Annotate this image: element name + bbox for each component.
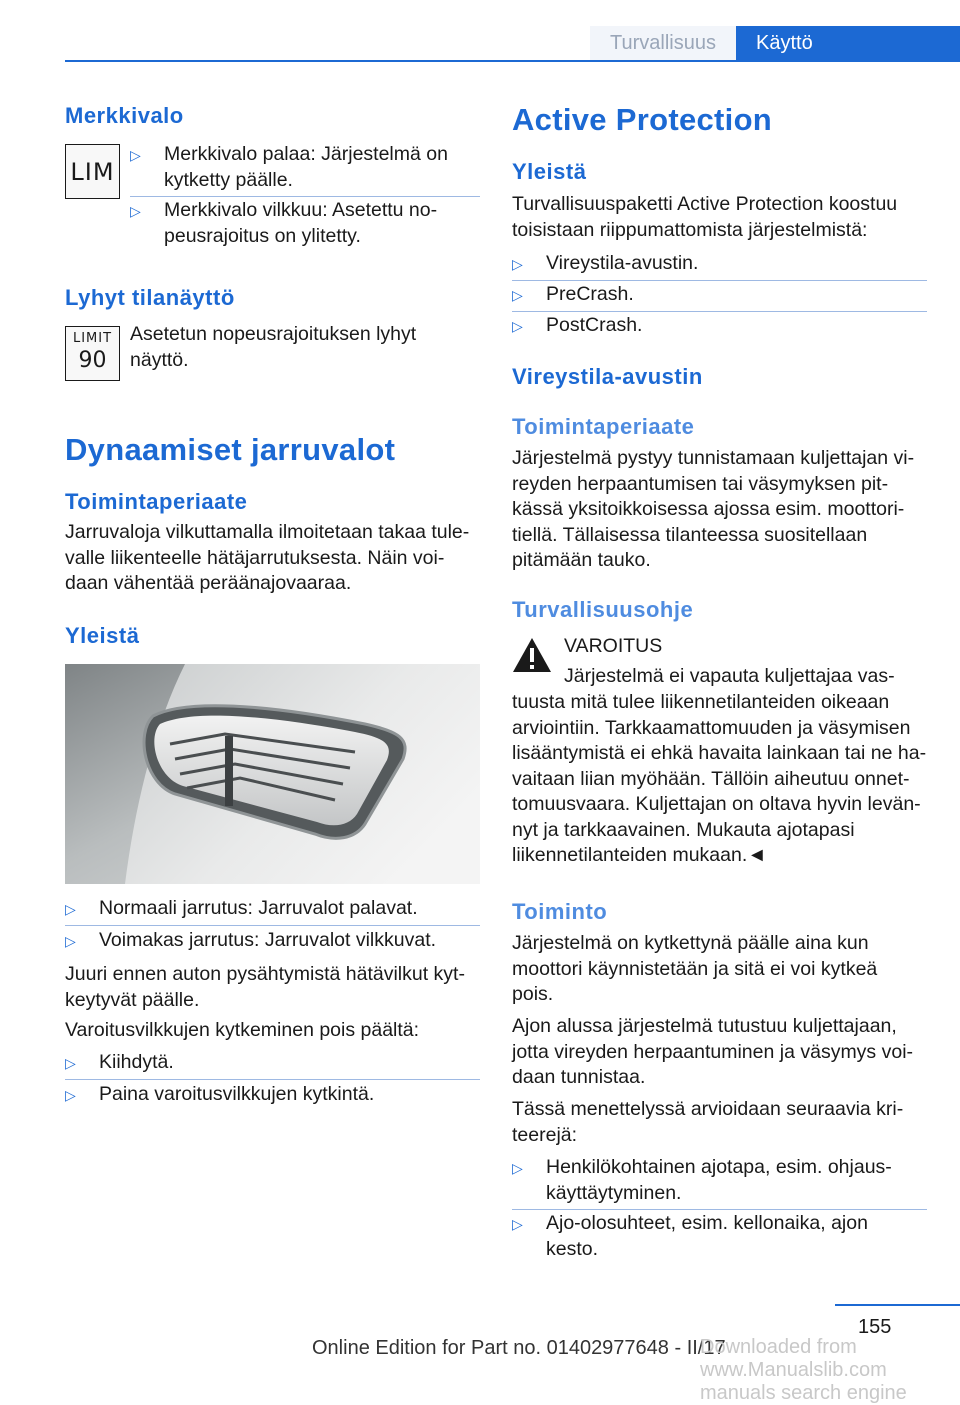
lim-indicator-icon	[65, 144, 120, 199]
triangle-bullet-icon: ▷	[65, 901, 76, 917]
criterion-2-line-1: Ajo-olosuhteet, esim. kellonaika, ajon	[546, 1212, 868, 1234]
triangle-bullet-icon: ▷	[65, 1055, 76, 1071]
triangle-bullet-icon: ▷	[512, 1216, 523, 1232]
warning-line-5: vaitaan liian myöhään. Tällöin aiheutuu onnet-	[512, 767, 910, 790]
hatavilkut-line-2: keytyvät päälle.	[65, 988, 200, 1011]
warning-line-7: nyt ja tarkkaavainen. Mukauta ajotapasi	[512, 818, 855, 841]
toimintaperiaate-heading-right: Toimintaperiaate	[512, 414, 695, 439]
list-item	[512, 1155, 927, 1206]
limit-90-icon	[65, 326, 120, 381]
yleista-heading-right: Yleistä	[512, 159, 587, 184]
varoitusvilkut-text: Varoitusvilkkujen kytkeminen pois päältä:	[65, 1019, 420, 1041]
vireys-line-2: reyden herpaantumisen tai väsymyksen pit-	[512, 472, 889, 495]
hazard-off-bullet-2: Paina varoitusvilkkujen kytkintä.	[99, 1083, 375, 1105]
yleista-heading-left: Yleistä	[65, 623, 140, 648]
tassa-line-2: teerejä:	[512, 1123, 578, 1146]
warning-line-8: liikennetilanteiden mukaan.◄	[512, 844, 767, 866]
vireys-line-5: pitämään tauko.	[512, 549, 651, 571]
triangle-bullet-icon: ▷	[512, 256, 523, 272]
page-header	[0, 26, 960, 62]
list-item	[130, 198, 480, 249]
warning-line-1: Järjestelmä ei vapauta kuljettajaa vas-	[564, 665, 895, 687]
warning-title: VAROITUS	[564, 635, 663, 657]
triangle-bullet-icon: ▷	[130, 203, 141, 219]
triangle-bullet-icon: ▷	[65, 933, 76, 949]
merkkivalo-bullet-1-line-1: Merkkivalo palaa: Järjestelmä on	[164, 143, 448, 165]
warning-triangle-icon	[512, 637, 552, 673]
footer-rule	[835, 1304, 960, 1306]
dyn-text-line-1: Jarruvaloja vilkuttamalla ilmoitetaan takaa tule-	[65, 521, 470, 543]
divider	[512, 311, 927, 312]
toiminto-heading: Toiminto	[512, 899, 608, 924]
dyn-text-line-3: daan vähentää peräänajovaaraa.	[65, 572, 352, 594]
triangle-bullet-icon: ▷	[512, 287, 523, 303]
dyn-text-line-2: valle liikenteelle hätäjarrutuksesta. Näin voi-	[65, 546, 445, 569]
merkkivalo-bullet-2-line-1: Merkkivalo vilkkuu: Asetettu no-	[164, 199, 438, 221]
triangle-bullet-icon: ▷	[512, 318, 523, 334]
triangle-bullet-icon: ▷	[65, 1087, 76, 1103]
triangle-bullet-icon: ▷	[130, 147, 141, 163]
system-item-3: PostCrash.	[546, 314, 643, 336]
divider	[130, 196, 480, 197]
warning-line-4: lisääntymistä ei ehkä havaita lainkaan tai ne ha-	[512, 742, 927, 764]
divider	[65, 925, 480, 926]
ap-yleista-line-1: Turvallisuuspaketti Active Protection koostuu	[512, 193, 898, 215]
hatavilkut-text	[65, 962, 480, 1013]
criterion-1-line-2: käyttäytyminen.	[546, 1181, 682, 1204]
divider	[512, 280, 927, 281]
warning-line-3: arviointiin. Tarkkaamattomuuden ja väsymisen	[512, 716, 911, 739]
lim-indicator-text: LIM	[70, 158, 115, 186]
warning-line-6: tomuusvaara. Kuljettajan on oltava hyvin levän-	[512, 793, 921, 815]
merkkivalo-heading: Merkkivalo	[65, 103, 184, 128]
lyhyt-text	[130, 322, 480, 373]
page-number: 155	[858, 1316, 892, 1338]
toimintaperiaate-heading-left: Toimintaperiaate	[65, 489, 248, 514]
vireys-line-3: kässä yksitoikkoisessa ajossa esim. moottori-	[512, 498, 905, 520]
vireys-line-1: Järjestelmä pystyy tunnistamaan kuljettajan vi-	[512, 447, 915, 469]
system-item-2: PreCrash.	[546, 283, 634, 305]
list-item	[65, 896, 480, 922]
list-item	[512, 251, 927, 277]
edition-text: Online Edition for Part no. 01402977648 - II/17	[312, 1337, 726, 1359]
toiminto-text	[512, 931, 927, 1008]
watermark-text: Downloaded from www.Manualslib.com manuals search engine	[700, 1336, 907, 1404]
active-protection-title: Active Protection	[512, 102, 773, 137]
ap-yleista-line-2: toisistaan riippumattomista järjestelmistä:	[512, 218, 868, 241]
tassa-text	[512, 1097, 927, 1148]
list-item	[65, 928, 480, 954]
vireys-line-4: tiellä. Tällaisessa tilanteessa suositellaan	[512, 523, 868, 546]
turvallisuusohje-heading: Turvallisuusohje	[512, 597, 694, 622]
ajon-line-2: jotta vireyden herpaantuminen ja väsymys voi-	[512, 1040, 914, 1063]
limit-icon-line-1: LIMIT	[72, 331, 113, 346]
hazard-off-bullet-1: Kiihdytä.	[99, 1051, 174, 1073]
ajon-alussa-text	[512, 1014, 927, 1091]
lyhyt-text-line-2: näyttö.	[130, 348, 189, 371]
hatavilkut-line-1: Juuri ennen auton pysähtymistä hätävilkut kyt-	[65, 963, 465, 985]
criterion-1-line-1: Henkilökohtainen ajotapa, esim. ohjaus-	[546, 1156, 892, 1178]
list-item	[512, 313, 927, 339]
ajon-line-1: Ajon alussa järjestelmä tutustuu kuljettajaan,	[512, 1015, 897, 1037]
toimintaperiaate-text-right	[512, 446, 927, 574]
tail-light-illustration	[65, 664, 480, 884]
list-item	[512, 1211, 927, 1262]
yleista-text-right	[512, 192, 927, 243]
list-item	[512, 282, 927, 308]
header-section-label: Turvallisuus	[590, 26, 736, 60]
divider	[512, 1209, 927, 1210]
lyhyt-heading: Lyhyt tilanäyttö	[65, 285, 235, 310]
dynaamiset-title: Dynaamiset jarruvalot	[65, 432, 396, 467]
warning-text	[512, 690, 927, 869]
vireystila-heading: Vireystila-avustin	[512, 364, 703, 389]
lens-divider	[225, 736, 233, 806]
divider	[65, 1079, 480, 1080]
criterion-2-line-2: kesto.	[546, 1237, 599, 1260]
toiminto-line-2: moottori käynnistetään ja sitä ei voi kytkeä	[512, 957, 878, 980]
list-item	[65, 1082, 480, 1108]
toiminto-line-1: Järjestelmä on kytkettynä päälle aina kun	[512, 932, 869, 954]
header-chapter-label: Käyttö	[736, 26, 960, 60]
triangle-bullet-icon: ▷	[512, 1160, 523, 1176]
list-item	[130, 142, 480, 193]
brake-bullet-2: Voimakas jarrutus: Jarruvalot vilkkuvat.	[99, 929, 437, 951]
merkkivalo-bullet-2-line-2: peusrajoitus on ylitetty.	[164, 224, 361, 247]
limit-icon-line-2: 90	[78, 348, 107, 373]
tassa-line-1: Tässä menettelyssä arvioidaan seuraavia kri-	[512, 1098, 904, 1120]
merkkivalo-bullet-1-line-2: kytketty päälle.	[164, 168, 293, 191]
brake-bullet-1: Normaali jarrutus: Jarruvalot palavat.	[99, 897, 418, 919]
ajon-line-3: daan tunnistaa.	[512, 1066, 646, 1088]
list-item	[65, 1050, 480, 1076]
system-item-1: Vireystila-avustin.	[546, 252, 699, 274]
lyhyt-text-line-1: Asetetun nopeusrajoituksen lyhyt	[130, 323, 417, 345]
warning-line-2: tuusta mitä tulee liikennetilanteiden oikeaan	[512, 691, 890, 713]
toimintaperiaate-text-left	[65, 520, 480, 597]
header-rule	[65, 60, 960, 62]
toiminto-line-3: pois.	[512, 983, 554, 1005]
